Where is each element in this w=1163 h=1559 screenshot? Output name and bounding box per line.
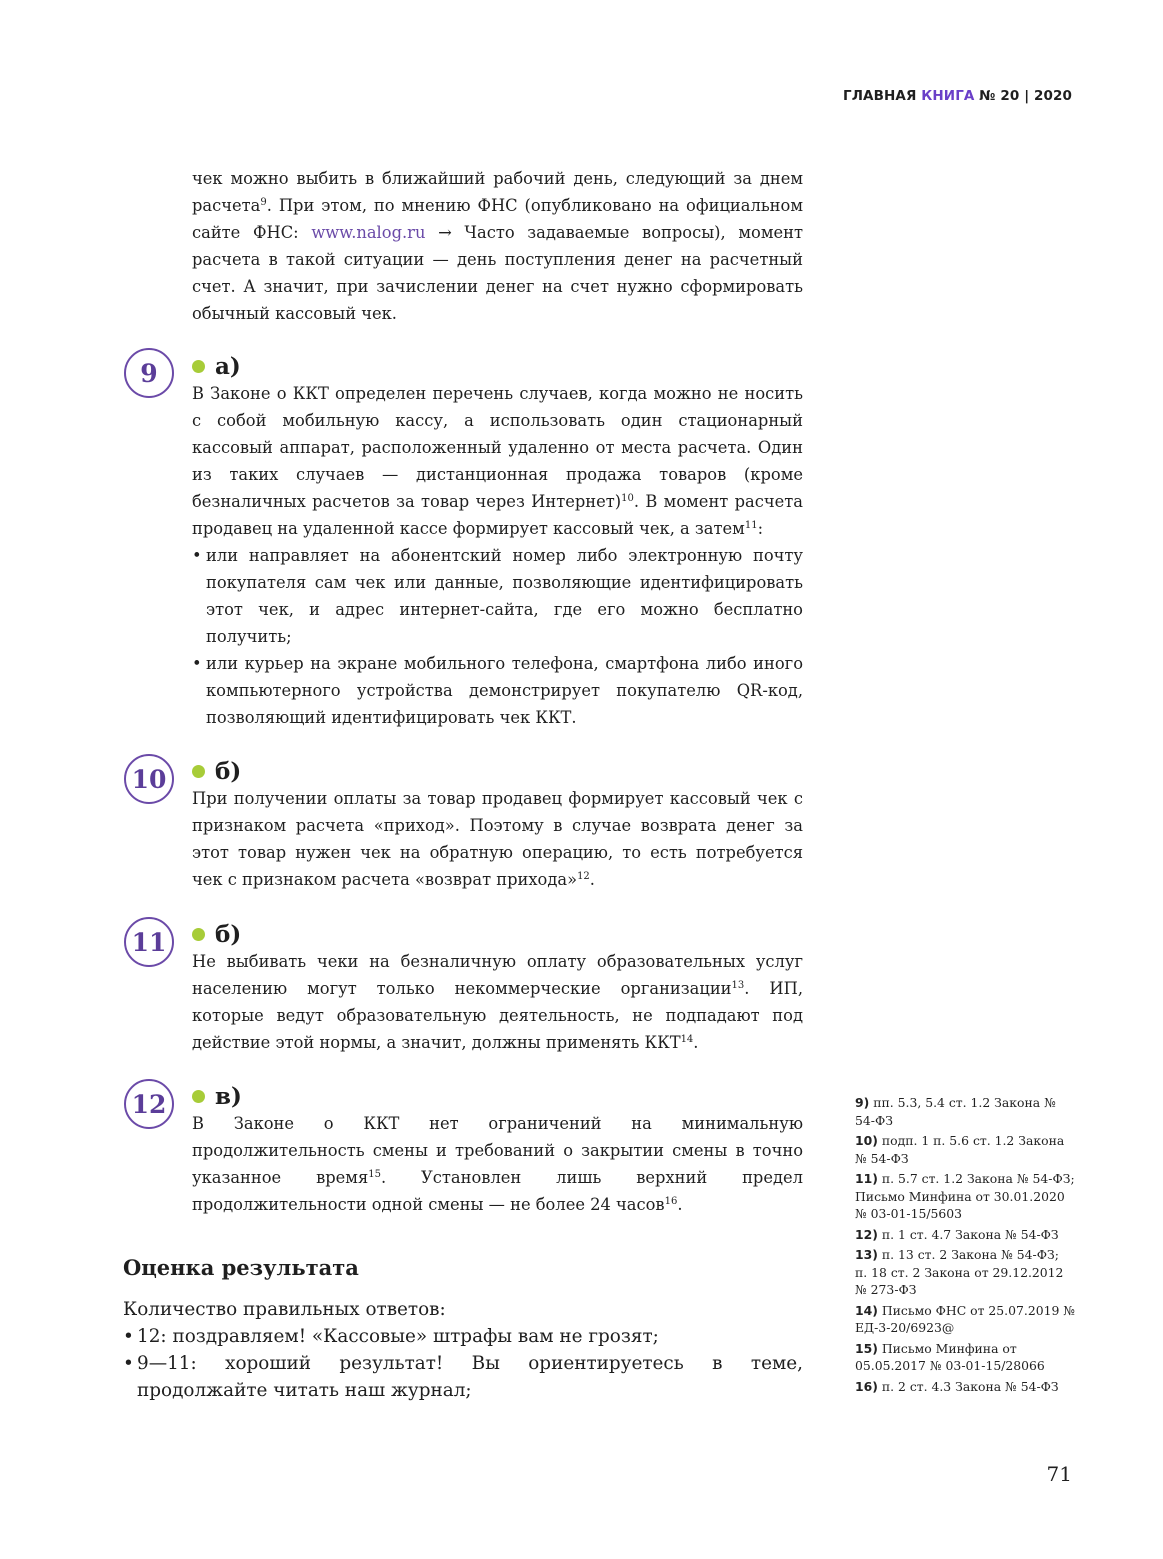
answer-block-11 [192,920,803,1056]
footnote-ref-16[interactable]: 16 [664,1196,678,1207]
page-number: 71 [1046,1462,1072,1486]
footnote-item: 10) подп. 1 п. 5.6 ст. 1.2 Закона № 54-ФЗ [855,1133,1065,1166]
footnote-item: 11) п. 5.7 ст. 1.2 Закона № 54-ФЗ; Письмо Минфина от 30.01.2020 № 03-01-15/5603 [855,1171,1075,1221]
footnotes [855,1094,1075,1398]
footnote-ref-12[interactable]: 12 [577,871,590,882]
list-item: • или курьер на экране мобильного телефона, смартфона либо иного компьютерного устройства демонстрирует покупателю QR-код, позволяющий идентифицировать чек ККТ. [192,650,803,731]
footnote-item: 14) Письмо ФНС от 25.07.2019 № ЕД-3-20/6923@ [855,1302,1076,1335]
answer-block-10 [192,757,803,893]
footnote-ref-10[interactable]: 10 [621,493,634,504]
question-number-10: 10 [124,754,174,804]
result-title: Оценка результата [123,1255,359,1280]
nalog-link[interactable]: www.nalog.ru [311,223,426,242]
footnote-item: 15) Письмо Минфина от 05.05.2017 № 03-01-15/28066 [855,1340,1045,1373]
answer-11-text-2: . ИП, которые ведут образовательную деятельность, не подпадают под действие этой нормы, а значит, должны применять ККТ [192,979,803,1052]
answer-9-text-3: : [757,519,764,538]
intro-text-1: чек можно выбить в ближайший рабочий день, следующий за днем расчета [192,169,803,215]
footnote-item: 12) п. 1 ст. 4.7 Закона № 54-ФЗ [855,1226,1059,1242]
bullet-dot-icon [192,765,205,778]
header-title-1: ГЛАВНАЯ [843,88,917,104]
bullet-dot-icon [192,360,205,373]
answer-block-9 [192,352,803,731]
footnote-ref-13[interactable]: 13 [731,980,745,991]
answer-12-text-2: . Установлен лишь верхний предел продолжительности одной смены — не более 24 часов [192,1168,803,1214]
answer-letter-10: б) [215,757,242,785]
answer-header-11 [192,920,803,948]
footnote-item: 16) п. 2 ст. 4.3 Закона № 54-ФЗ [855,1378,1059,1394]
answer-letter-11: б) [215,920,242,948]
answer-9-text-2: . В момент расчета продавец на удаленной кассе формирует кассовый чек, а затем [192,492,803,538]
answer-header-12 [192,1082,803,1110]
bullet-dot-icon [192,1090,205,1103]
intro-paragraph [192,165,803,327]
answer-9-text-1: В Законе о ККТ определен перечень случаев, когда можно не носить с собой мобильную кассу, а использовать один стационарный кассовый аппарат, расположенный удаленно от места расчета. Один из таких случаев — дистанционная продажа товаров (кроме безналичных расчетов за товар через Интернет) [192,384,803,511]
intro-text-2: . При этом, по мнению ФНС (опубликовано на официальном сайте ФНС: [192,196,803,242]
result-list [123,1323,803,1404]
header-issue: № 20 | 2020 [979,88,1072,104]
answer-11-text-1: Не выбивать чеки на безналичную оплату образовательных услуг населению могут только некоммерческие организации [192,952,803,998]
header-title-2: КНИГА [921,88,975,104]
footnote-item: 13) п. 13 ст. 2 Закона № 54-ФЗ; п. 18 ст. 2 Закона от 29.12.2012 № 273-ФЗ [855,1247,1064,1297]
answer-letter-12: в) [215,1082,242,1110]
answer-9-list [192,542,803,731]
list-item: • 12: поздравляем! «Кассовые» штрафы вам не грозят; [123,1323,803,1350]
question-number-12: 12 [124,1079,174,1129]
question-number-11: 11 [124,917,174,967]
answer-11-text-3: . [693,1033,699,1052]
answer-12-text-3: . [677,1195,683,1214]
answer-header-10 [192,757,803,785]
list-item: • или направляет на абонентский номер либо электронную почту покупателя сам чек или данные, позволяющие идентифицировать этот чек, и адрес интернет-сайта, где его можно бесплатно получить; [192,542,803,650]
answer-10-text-1: При получении оплаты за товар продавец формирует кассовый чек с признаком расчета «приход». Поэтому в случае возврата денег за этот товар нужен чек на обратную операцию, то есть потребуется чек с признаком расчета «возврат прихода» [192,789,803,889]
footnote-item: 9) пп. 5.3, 5.4 ст. 1.2 Закона № 54-ФЗ [855,1095,1056,1128]
answer-block-12 [192,1082,803,1218]
answer-letter-9: а) [215,352,241,380]
intro-text-3: → Часто задаваемые вопросы), момент расчета в такой ситуации — день поступления денег на расчетный счет. А значит, при зачислении денег на счет нужно сформировать обычный кассовый чек. [192,223,803,323]
bullet-dot-icon [192,928,205,941]
result-section [123,1253,803,1404]
footnote-ref-15[interactable]: 15 [368,1169,381,1180]
answer-12-text-1: В Законе о ККТ нет ограничений на минимальную продолжительность смены и требований о закрытии смены в точно указанное время [192,1114,803,1187]
footnote-ref-11[interactable]: 11 [744,520,758,531]
answer-10-text-2: . [589,870,595,889]
footnote-ref-9[interactable]: 9 [260,197,267,208]
question-number-9: 9 [124,348,174,398]
journal-header [843,88,1072,104]
result-intro: Количество правильных ответов: [123,1299,446,1320]
footnote-ref-14[interactable]: 14 [680,1034,694,1045]
list-item: • 9—11: хороший результат! Вы ориентируетесь в теме, продолжайте читать наш журнал; [123,1350,803,1404]
answer-header-9 [192,352,803,380]
